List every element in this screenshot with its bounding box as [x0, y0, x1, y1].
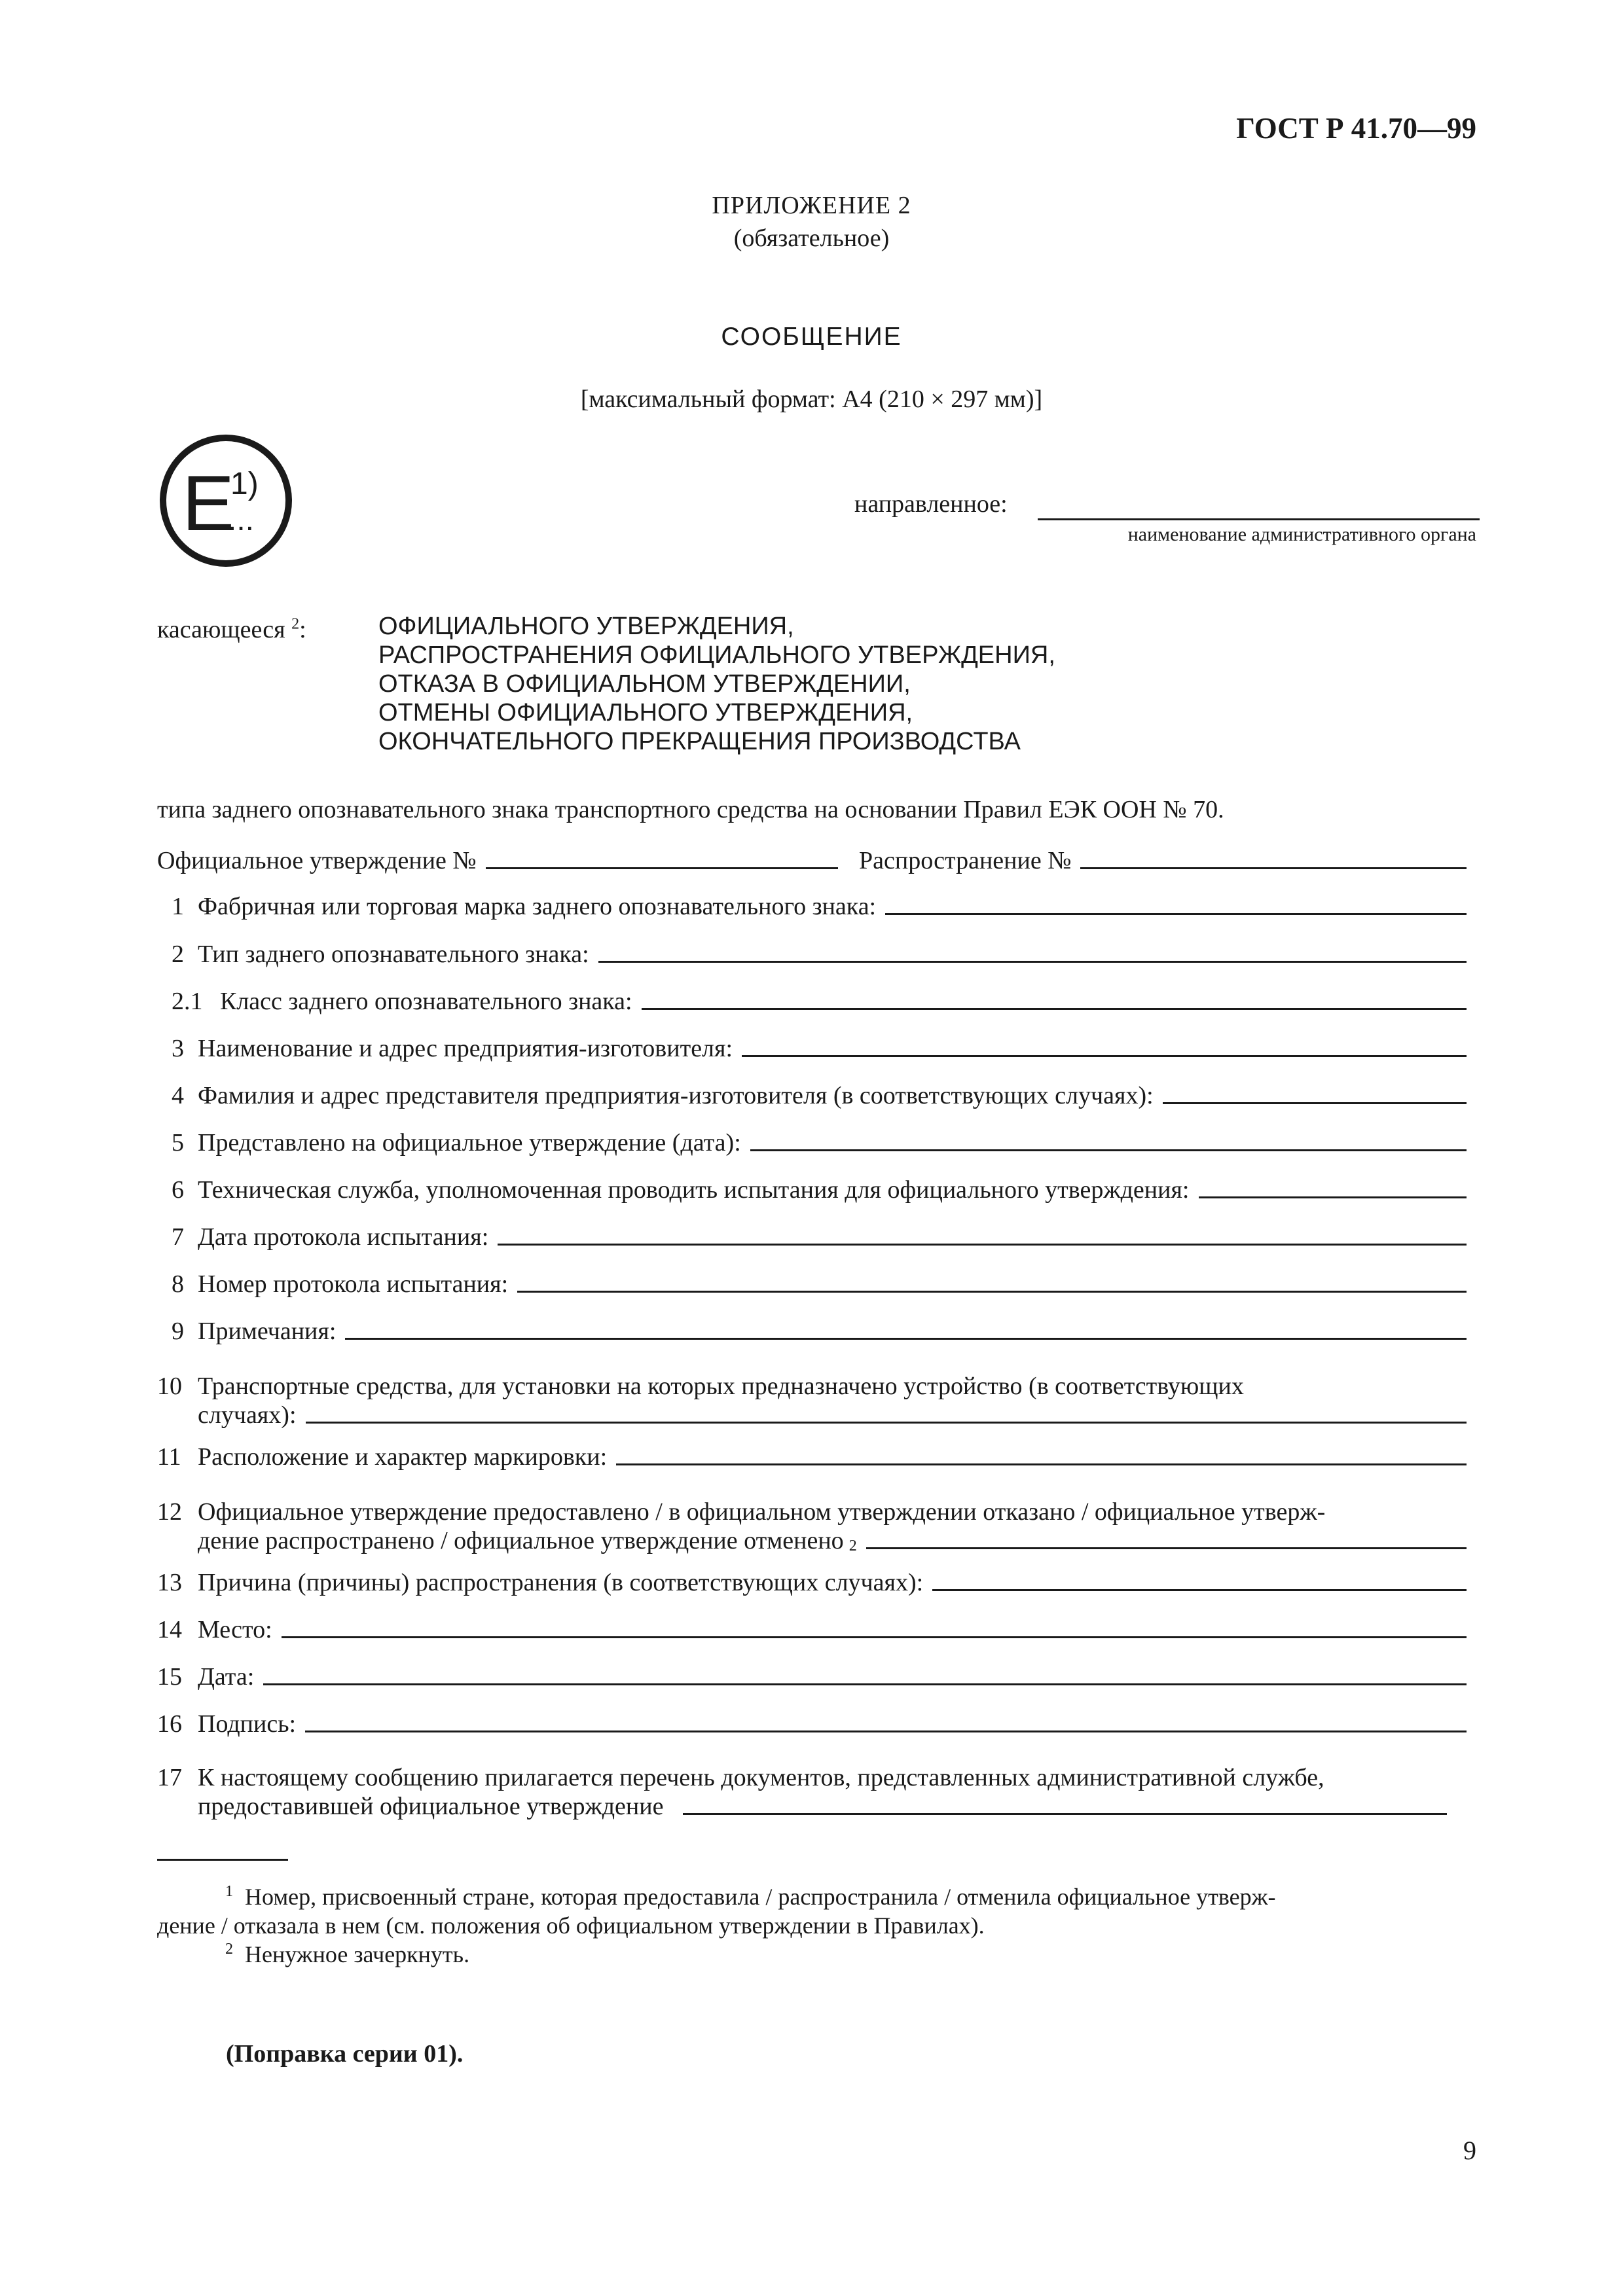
e-mark-dots: ... [228, 503, 255, 537]
concerning-list [378, 612, 1055, 756]
field-row: 15 Дата: [157, 1659, 1467, 1691]
field-input[interactable] [345, 1338, 1467, 1340]
field-input[interactable] [517, 1291, 1467, 1293]
field-row: 14 Место: [157, 1611, 1467, 1644]
field-input[interactable] [498, 1244, 1467, 1246]
e-mark-sup: 1) [230, 467, 259, 501]
field-input[interactable] [1199, 1196, 1467, 1198]
field-input[interactable] [305, 1731, 1467, 1732]
appendix-subtitle: (обязательное) [733, 224, 890, 252]
field-input[interactable] [263, 1683, 1467, 1685]
field-input[interactable] [616, 1463, 1467, 1465]
concerning-item: ОТКАЗА В ОФИЦИАЛЬНОМ УТВЕРЖДЕНИИ, [378, 670, 911, 698]
field-row: 6 Техническая служба, уполномоченная проводить испытания для официального утверждения: [157, 1172, 1467, 1204]
type-line: типа заднего опознавательного знака транспортного средства на основании Правил ЕЭК ООН № 70. [157, 796, 1224, 823]
field-row: 8 Номер протокола испытания: [157, 1266, 1467, 1299]
field-input[interactable] [598, 961, 1467, 963]
concerning-label: касающееся $^2$: [157, 615, 306, 643]
extension-number-field[interactable] [1080, 867, 1467, 869]
approval-number-label: Официальное утверждение № [157, 847, 477, 874]
field-input[interactable] [306, 1422, 1467, 1424]
field-row: 13 Причина (причины) распространения (в соответствующих случаях): [157, 1564, 1467, 1597]
footnote-1: $^1$ Номер, присвоенный стране, которая предоставила / распространила / отменила официальное утверж- дение / отказала в нем (см. положения об официальном утверждении в Правилах). [157, 1883, 1276, 1939]
field-input[interactable] [932, 1589, 1467, 1591]
field-row: 11 Расположение и характер маркировки: [157, 1439, 1467, 1471]
field-row: 3 Наименование и адрес предприятия-изготовителя: [157, 1030, 1467, 1063]
field-row: 16 Подпись: [157, 1706, 1467, 1738]
field-row: 4 Фамилия и адрес представителя предприятия-изготовителя (в соответствующих случаях): [157, 1077, 1467, 1110]
approval-row [157, 842, 1467, 875]
field-input[interactable] [750, 1149, 1467, 1151]
concerning-item: ОТМЕНЫ ОФИЦИАЛЬНОГО УТВЕРЖДЕНИЯ, [378, 699, 913, 726]
field-row: 2.1 Класс заднего опознавательного знака: [157, 983, 1467, 1016]
concerning-item: РАСПРОСТРАНЕНИЯ ОФИЦИАЛЬНОГО УТВЕРЖДЕНИЯ, [378, 641, 1055, 669]
field-input[interactable] [1163, 1102, 1467, 1104]
field-input[interactable] [642, 1008, 1467, 1010]
field-row: 7 Дата протокола испытания: [157, 1219, 1467, 1251]
extension-number-label: Распространение № [859, 847, 1072, 874]
field-input[interactable] [866, 1547, 1467, 1549]
field-row: 5 Представлено на официальное утверждение (дата): [157, 1124, 1467, 1157]
standard-number: ГОСТ Р 41.70—99 [1236, 112, 1476, 145]
concerning-item: ОКОНЧАТЕЛЬНОГО ПРЕКРАЩЕНИЯ ПРОИЗВОДСТВА [378, 728, 1021, 755]
field-input[interactable] [742, 1055, 1467, 1057]
field-row: 2 Тип заднего опознавательного знака: [157, 936, 1467, 969]
field-row: 9 Примечания: [157, 1313, 1467, 1346]
amendment-note: (Поправка серии 01). [226, 2040, 464, 2068]
field-row-10: 10 Транспортные средства, для установки на которых предназначено устройство (в соответствующих случаях): [157, 1372, 1467, 1429]
field-input[interactable] [885, 913, 1467, 915]
appendix-title: ПРИЛОЖЕНИЕ 2 [712, 192, 911, 219]
field-row-17: 17 К настоящему сообщению прилагается перечень документов, представленных административной службе, предоставившей официальное утверждение [157, 1763, 1467, 1821]
field-row-12: 12 Официальное утверждение предоставлено / в официальном утверждении отказано / официальное утверж- дение распространено / официальное утверждение отменено $_2$ [157, 1498, 1467, 1555]
message-title: СООБЩЕНИЕ [721, 323, 902, 351]
e-mark-icon [157, 432, 295, 569]
sent-to-caption: наименование административного органа [1127, 524, 1476, 545]
footnote-divider [157, 1859, 288, 1861]
field-input[interactable] [683, 1813, 1447, 1815]
field-row: 1 Фабричная или торговая марка заднего опознавательного знака: [157, 888, 1467, 921]
message-format: [максимальный формат: А4 (210 × 297 мм)] [580, 386, 1043, 413]
sent-to-field[interactable] [1038, 518, 1480, 520]
e-mark-letter: E [182, 459, 235, 547]
footnote-2: $^2$ Ненужное зачеркнуть. [225, 1941, 470, 1967]
sent-to-label: направленное: [854, 490, 1008, 518]
approval-number-field[interactable] [486, 867, 838, 869]
field-input[interactable] [282, 1636, 1467, 1638]
concerning-item: ОФИЦИАЛЬНОГО УТВЕРЖДЕНИЯ, [378, 613, 794, 640]
page-number: 9 [1463, 2136, 1476, 2165]
